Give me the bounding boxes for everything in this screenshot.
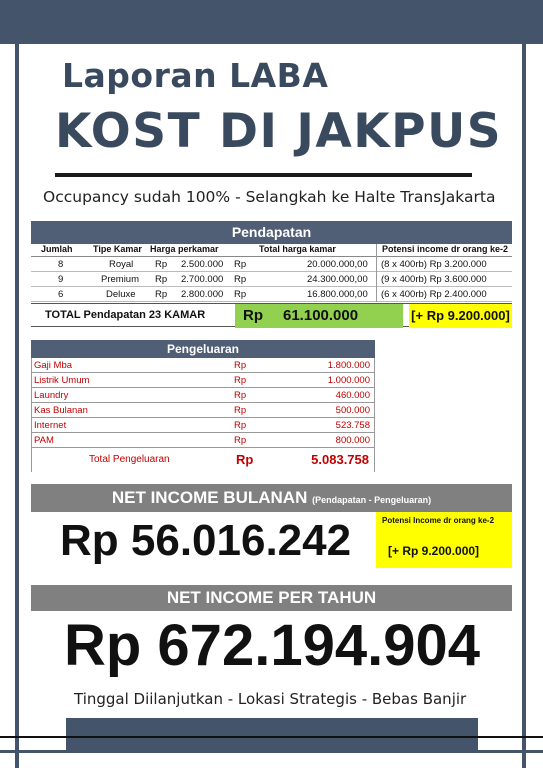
income-row bbox=[31, 258, 512, 272]
title-line-2: KOST DI JAKPUS bbox=[55, 104, 503, 159]
column-separator bbox=[376, 244, 377, 302]
row-rp: Rp bbox=[234, 289, 247, 300]
footer-line bbox=[0, 736, 543, 738]
expense-label: Listrik Umum bbox=[34, 375, 90, 386]
row-qty: 9 bbox=[58, 274, 64, 285]
income-total-row bbox=[31, 303, 512, 327]
expense-label: Gaji Mba bbox=[34, 360, 73, 371]
net-monthly-note: (Pendapatan - Pengeluaran) bbox=[312, 495, 432, 505]
expense-value: 460.000 bbox=[335, 390, 370, 401]
row-price: 2.800.000 bbox=[181, 289, 224, 300]
expense-value: 523.758 bbox=[335, 420, 370, 431]
expense-label: PAM bbox=[34, 435, 54, 446]
expense-row bbox=[31, 359, 375, 373]
row-rp: Rp bbox=[155, 259, 168, 270]
expense-rp: Rp bbox=[234, 405, 247, 416]
expense-rp: Rp bbox=[234, 390, 247, 401]
expense-value: 800.000 bbox=[335, 435, 370, 446]
income-column-headers bbox=[31, 244, 512, 257]
expense-rp: Rp bbox=[234, 375, 247, 386]
income-row bbox=[31, 288, 512, 302]
row-potential: (6 x 400rb) Rp 2.400.000 bbox=[381, 289, 487, 300]
expense-rp: Rp bbox=[234, 420, 247, 431]
expense-value: 500.000 bbox=[335, 405, 370, 416]
row-qty: 6 bbox=[58, 289, 64, 300]
title-line-1: Laporan LABA bbox=[62, 56, 329, 95]
col-type: Tipe Kamar bbox=[93, 244, 142, 254]
income-total-label: TOTAL Pendapatan 23 KAMAR bbox=[45, 309, 206, 321]
expense-row bbox=[31, 374, 375, 388]
potential-label: Potensi Income dr orang ke-2 bbox=[382, 516, 495, 525]
expense-value: 1.000.000 bbox=[327, 375, 370, 386]
expense-total-row bbox=[31, 448, 375, 472]
expense-total-label: Total Pengeluaran bbox=[89, 454, 170, 465]
col-price: Harga perkamar bbox=[150, 244, 219, 254]
top-banner bbox=[0, 0, 543, 44]
net-yearly-value: Rp 672.194.904 bbox=[64, 613, 480, 678]
net-monthly-potential bbox=[376, 512, 512, 568]
expense-row bbox=[31, 419, 375, 433]
left-border-line bbox=[15, 0, 19, 768]
footer-line bbox=[0, 750, 543, 753]
expense-rp: Rp bbox=[234, 360, 247, 371]
right-border-line bbox=[522, 0, 526, 768]
expense-label: Internet bbox=[34, 420, 67, 431]
net-monthly-title: NET INCOME BULANAN bbox=[111, 488, 308, 507]
row-qty: 8 bbox=[58, 259, 64, 270]
subtitle: Occupancy sudah 100% - Selangkah ke Halte TransJakarta bbox=[43, 188, 496, 206]
expense-row bbox=[31, 434, 375, 448]
expense-row bbox=[31, 389, 375, 403]
net-yearly-header: NET INCOME PER TAHUN bbox=[31, 585, 512, 611]
income-total-highlight bbox=[235, 304, 403, 328]
row-type: Premium bbox=[101, 274, 140, 285]
row-rp: Rp bbox=[234, 274, 247, 285]
income-total-rp: Rp bbox=[243, 307, 263, 324]
income-total-potential: [+ Rp 9.200.000] bbox=[409, 304, 512, 328]
col-total: Total harga kamar bbox=[259, 244, 336, 254]
footer-tagline: Tinggal Diilanjutkan - Lokasi Strategis - Bebas Banjir bbox=[74, 690, 467, 708]
row-potential: (8 x 400rb) Rp 3.200.000 bbox=[381, 259, 487, 270]
income-total-value: 61.100.000 bbox=[283, 307, 359, 324]
title-divider bbox=[55, 173, 472, 177]
row-rp: Rp bbox=[234, 259, 247, 270]
income-header: Pendapatan bbox=[31, 221, 512, 244]
expense-label: Laundry bbox=[34, 390, 69, 401]
row-price: 2.500.000 bbox=[181, 259, 224, 270]
row-rp: Rp bbox=[155, 274, 168, 285]
expense-total-rp: Rp bbox=[236, 452, 254, 467]
footer-banner bbox=[66, 718, 478, 750]
row-rp: Rp bbox=[155, 289, 168, 300]
row-total: 16.800.000,00 bbox=[307, 289, 368, 300]
col-potential: Potensi income dr orang ke-2 bbox=[382, 244, 509, 254]
col-qty: Jumlah bbox=[41, 244, 73, 254]
expense-label: Kas Bulanan bbox=[34, 405, 88, 416]
expense-rp: Rp bbox=[234, 435, 247, 446]
row-total: 20.000.000,00 bbox=[307, 259, 368, 270]
expense-total-value: 5.083.758 bbox=[311, 452, 369, 467]
expense-row bbox=[31, 404, 375, 418]
row-price: 2.700.000 bbox=[181, 274, 224, 285]
row-total: 24.300.000,00 bbox=[307, 274, 368, 285]
potential-value: [+ Rp 9.200.000] bbox=[388, 544, 480, 558]
row-type: Deluxe bbox=[106, 289, 136, 300]
row-potential: (9 x 400rb) Rp 3.600.000 bbox=[381, 274, 487, 285]
income-row bbox=[31, 273, 512, 287]
net-monthly-value: Rp 56.016.242 bbox=[60, 516, 352, 565]
net-monthly-header bbox=[31, 484, 512, 512]
expenses-header: Pengeluaran bbox=[31, 340, 375, 358]
expense-value: 1.800.000 bbox=[327, 360, 370, 371]
row-type: Royal bbox=[109, 259, 134, 270]
